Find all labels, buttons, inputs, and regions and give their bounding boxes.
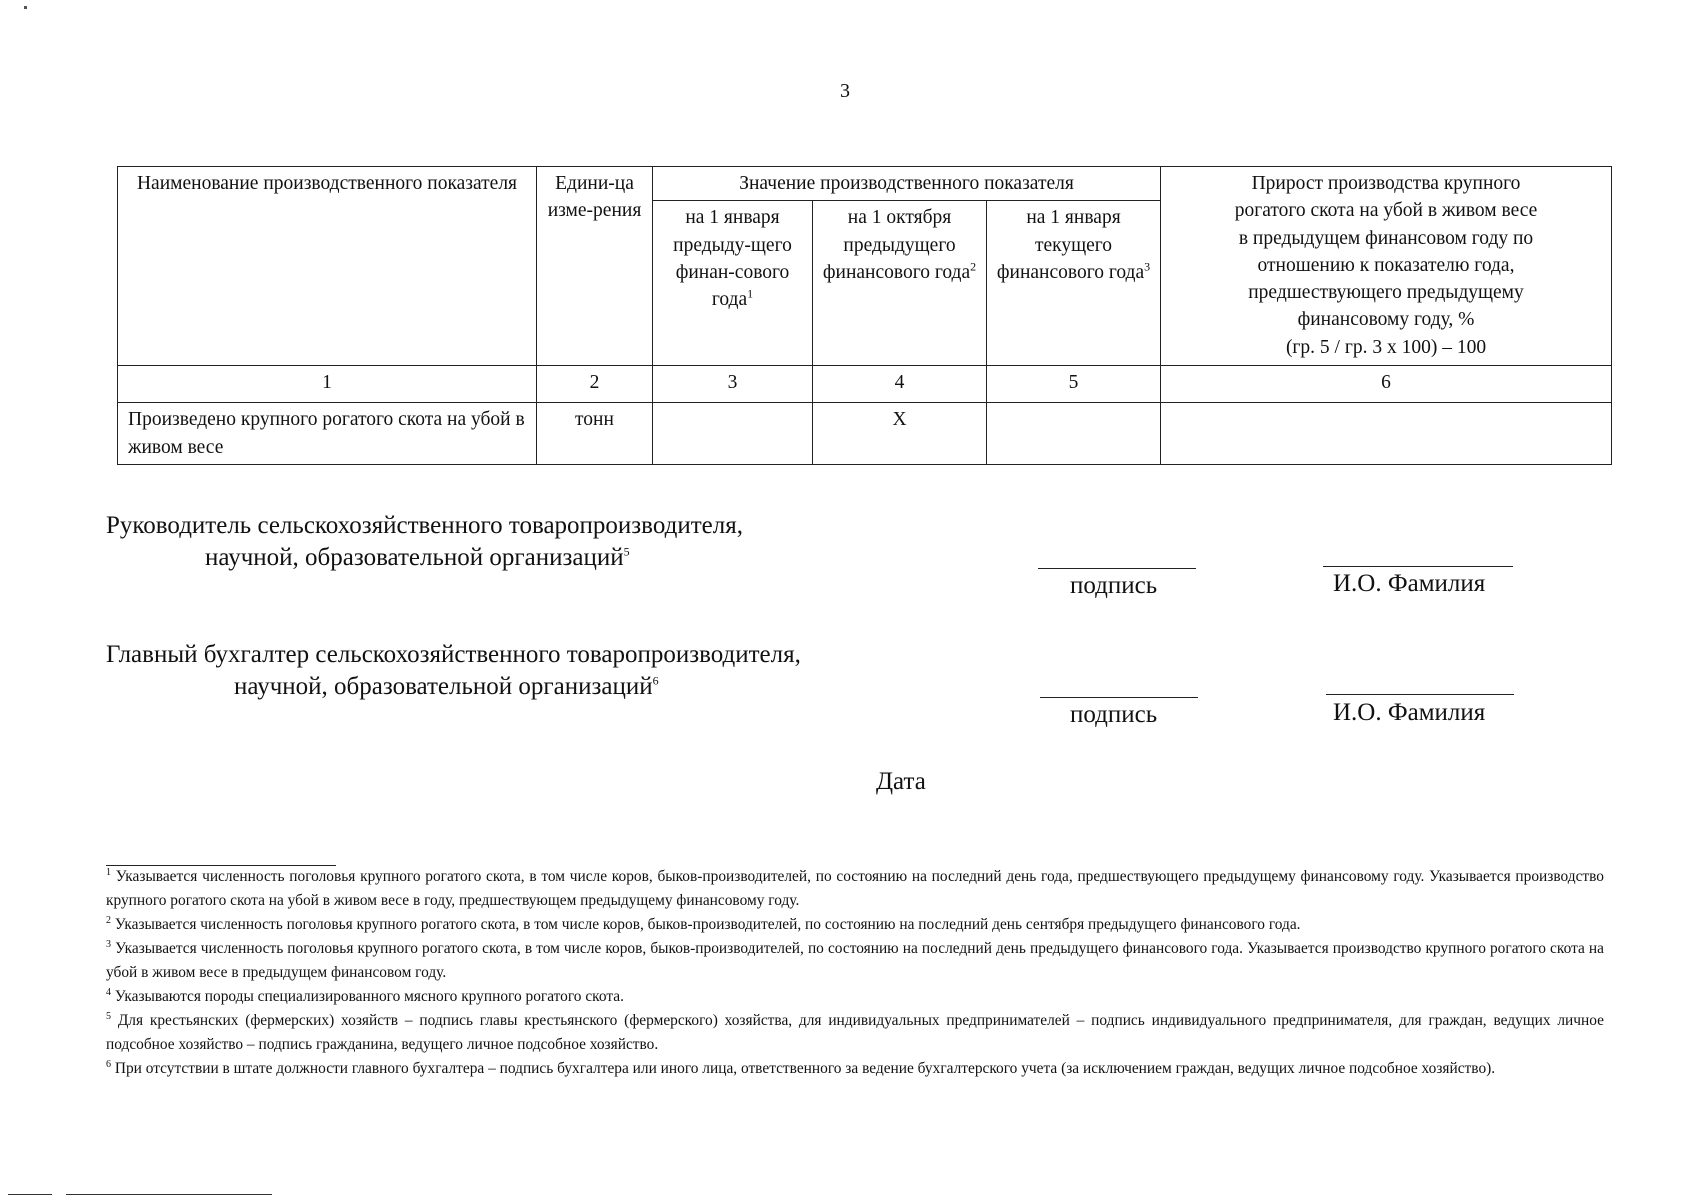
footnotes	[106, 865, 1604, 1081]
indicator-table	[117, 166, 1612, 465]
footnote-item: $^1$ Указывается численность поголовья крупного рогатого скота, в том числе коров, быков-производителей, по состоянию на последний день года, предшествующего предыдущему финансовому году. Указывается производство крупного рогатого скота на убой в живом весе в году, предшествующем предыдущему финансовому году.	[106, 866, 1604, 909]
name-caption: И.О. Фамилия	[1333, 699, 1486, 726]
footnote-item: $^5$ Для крестьянских (фермерских) хозяйств – подпись главы крестьянского (фермерского) хозяйства, для индивидуальных предпринимателей – подпись индивидуального предпринимателя, для граждан, ведущих личное подсобное хозяйство – подпись гражданина, ведущего личное подсобное хозяйство.	[106, 1010, 1604, 1053]
row-value-oct-prev: Х	[813, 403, 987, 465]
header-unit: Едини-ца изме-рения	[537, 167, 653, 366]
signature-line[interactable]	[1040, 697, 1198, 698]
signatory-title: Главный бухгалтер сельскохозяйственного товаропроизводителя,	[106, 641, 801, 668]
row-value-growth[interactable]	[1161, 403, 1612, 465]
scan-edge-mark	[8, 1194, 52, 1195]
column-numbers-row	[118, 366, 1612, 403]
page-number: 3	[840, 80, 850, 102]
header-jan-prev-year: на 1 января предыду-щего финан-сового года$^1$	[653, 201, 813, 366]
signatory-title: Руководитель сельскохозяйственного товаропроизводителя,	[106, 512, 743, 539]
signatory-title-line2: научной, образовательной организаций$^5$	[205, 544, 630, 571]
scan-edge-mark	[66, 1194, 272, 1195]
signature-caption: подпись	[1070, 701, 1158, 728]
row-value-jan-current[interactable]	[987, 403, 1161, 465]
header-oct-prev-year: на 1 октября предыдущего финансового года$^2$	[813, 201, 987, 366]
column-number: 6	[1161, 366, 1612, 403]
column-number: 5	[987, 366, 1161, 403]
column-number: 2	[537, 366, 653, 403]
signatory-title-line2: научной, образовательной организаций$^6$	[234, 673, 659, 700]
date-label: Дата	[876, 768, 926, 795]
signature-line[interactable]	[1038, 568, 1196, 569]
footnote-item: $^2$ Указывается численность поголовья крупного рогатого скота, в том числе коров, быков-производителей, по состоянию на последний день сентября предыдущего финансового года.	[106, 914, 1301, 933]
signature-caption: подпись	[1070, 572, 1158, 599]
name-caption: И.О. Фамилия	[1333, 570, 1486, 597]
column-number: 3	[653, 366, 813, 403]
name-line[interactable]	[1323, 566, 1513, 567]
footnote-item: $^6$ При отсутствии в штате должности главного бухгалтера – подпись бухгалтера или иного лица, ответственного за ведение бухгалтерского учета (за исключением граждан, ведущих личное подсобное хозяйство).	[106, 1058, 1496, 1077]
footnote-item: $^3$ Указывается численность поголовья крупного рогатого скота, в том числе коров, быков-производителей, по состоянию на последний день предыдущего финансового года. Указывается производство крупного рогатого скота на убой в живом весе в предыдущем финансовом году.	[106, 938, 1604, 981]
name-line[interactable]	[1326, 694, 1514, 695]
row-indicator-name: Произведено крупного рогатого скота на убой в живом весе	[118, 403, 537, 465]
footnote-item: $^4$ Указываются породы специализированного мясного крупного рогатого скота.	[106, 986, 624, 1005]
header-growth: Прирост производства крупного рогатого скота на убой в живом весе в предыдущем финансовом году по отношению к показателю года, предшествующего предыдущему финансовому году, % (гр. 5 / гр. 3 х 100) – 100	[1161, 167, 1612, 366]
header-indicator-name: Наименование производственного показателя	[118, 167, 537, 366]
row-value-jan-prev[interactable]	[653, 403, 813, 465]
table-row	[118, 403, 1612, 465]
table-header-row	[118, 167, 1612, 201]
header-value-group: Значение производственного показателя	[653, 167, 1161, 201]
header-jan-current-year: на 1 января текущего финансового года$^3$	[987, 201, 1161, 366]
column-number: 4	[813, 366, 987, 403]
scan-corner-mark	[24, 6, 27, 9]
column-number: 1	[118, 366, 537, 403]
row-unit: тонн	[537, 403, 653, 465]
